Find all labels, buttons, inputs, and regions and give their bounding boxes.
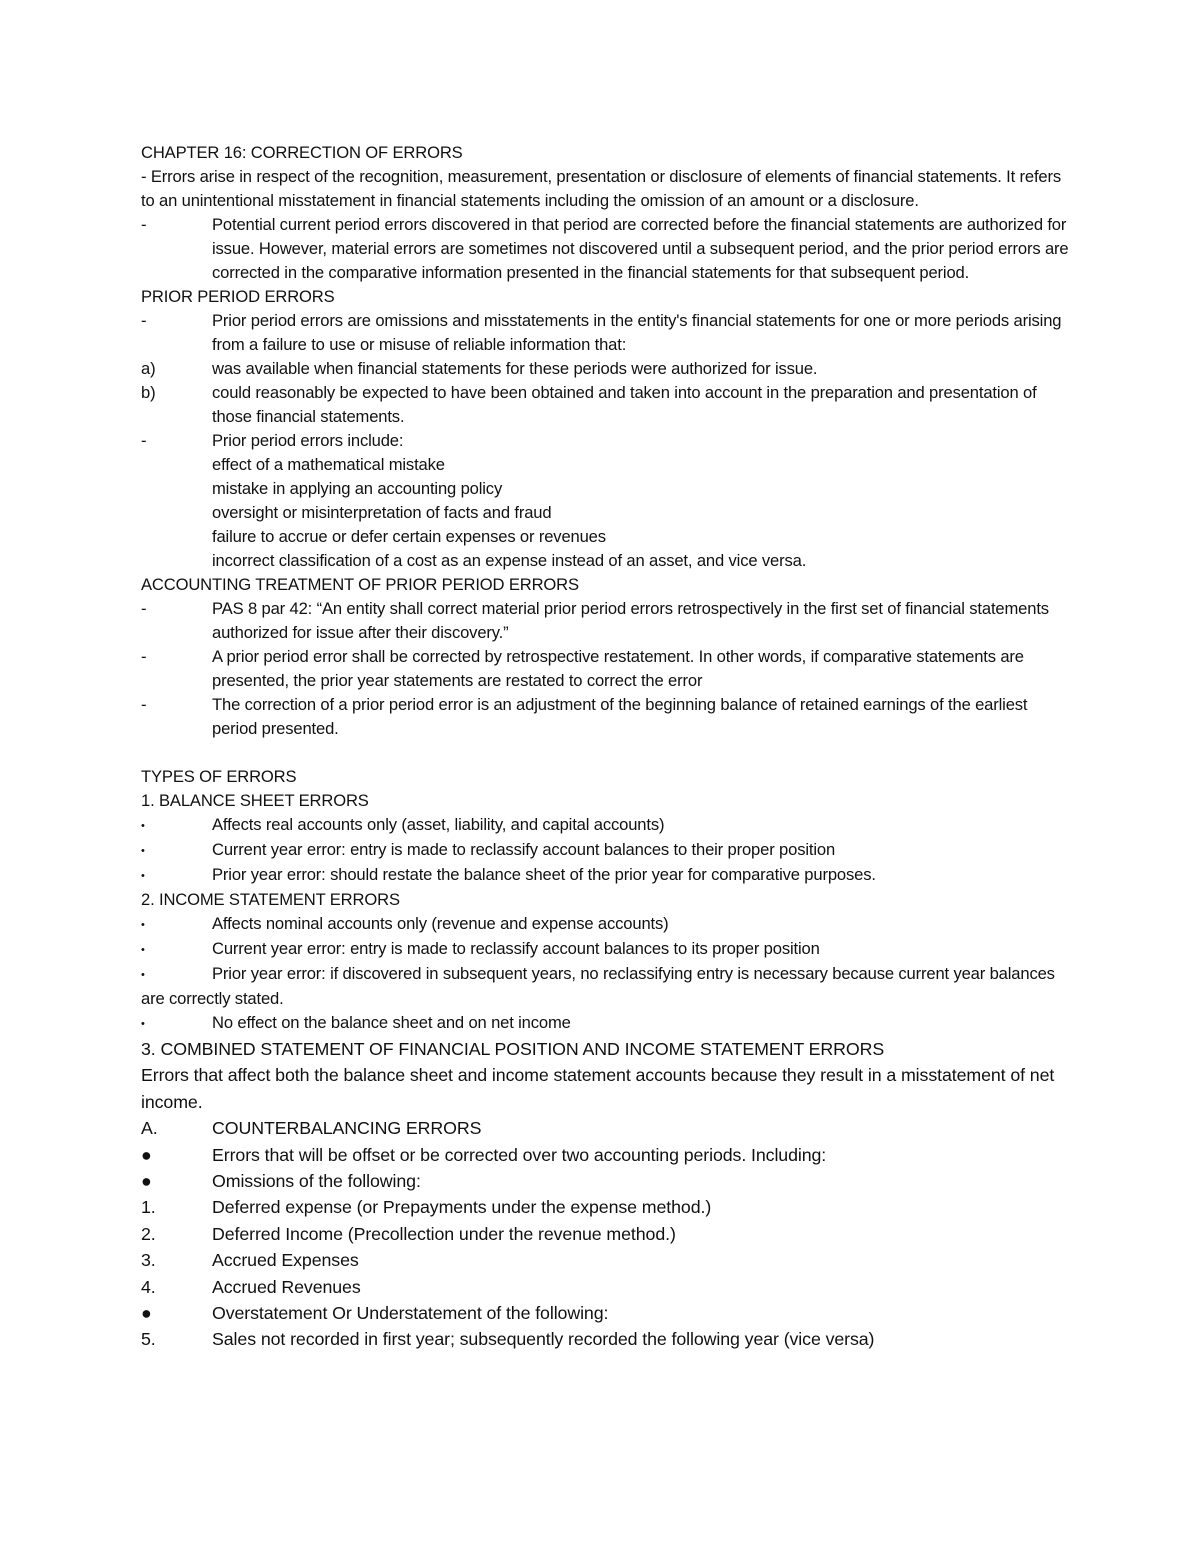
numbered-item-text: Accrued Expenses [212,1250,359,1271]
intro-item-text: Potential current period errors discovered in that period are corrected before the financial statements are authorized for issue. However, material errors are sometimes not discovered until a subsequent period, and the prior period errors are corrected in the comparative information presented in the financial statements for that subsequent period. [212,215,1069,282]
intro-paragraph: - Errors arise in respect of the recognition, measurement, presentation or disclosure of elements of financial statements. It refers to an unintentional misstatement in financial statements including the omission of an amount or a disclosure. [141,167,1062,210]
prior-includes-intro-text: Prior period errors include: [212,431,404,450]
blank-line [141,741,1071,765]
dash-marker: - [141,695,147,714]
balance-item-text: Current year error: entry is made to reclassify account balances to their proper position [212,840,836,859]
bullet-icon: • [141,1018,145,1030]
bullet-icon: ● [141,1144,152,1165]
balance-item [141,863,1071,888]
numbered-item-text: Sales not recorded in first year; subsequently recorded the following year (vice versa) [212,1329,875,1350]
numbered-item-text: Deferred Income (Precollection under the revenue method.) [212,1223,676,1244]
bullet-text: Overstatement Or Understatement of the following: [212,1303,609,1324]
numbered-item-text: Deferred expense (or Prepayments under the expense method.) [212,1197,712,1218]
include-item: failure to accrue or defer certain expenses or revenues [212,527,606,546]
prior-item-b-text: could reasonably be expected to have been obtained and taken into account in the preparation and presentation of those financial statements. [212,383,1037,426]
income-item-text: No effect on the balance sheet and on net income [212,1013,571,1032]
include-item: mistake in applying an accounting policy [212,479,503,498]
balance-item-text: Prior year error: should restate the balance sheet of the prior year for comparative purposes. [212,865,876,884]
income-item-wrapped [141,962,1071,1011]
income-item-text: Affects nominal accounts only (revenue and expense accounts) [212,914,669,933]
bullet-icon: • [141,969,145,981]
item-number: 4. [141,1276,156,1297]
numbered-item [141,1247,1071,1273]
intro-item [141,213,1071,285]
numbered-item [141,1274,1071,1300]
income-item-text: Current year error: entry is made to reclassify account balances to its proper position [212,939,820,958]
prior-includes-intro [141,429,1071,453]
bullet-icon: ● [141,1171,152,1192]
types-heading: TYPES OF ERRORS [141,767,297,786]
bullet-icon: • [141,845,145,857]
chapter-title: CHAPTER 16: CORRECTION OF ERRORS [141,143,463,162]
dash-marker: - [141,647,147,666]
counterbalancing-bullet [141,1142,1071,1168]
bullet-text: Errors that will be offset or be corrected over two accounting periods. Including: [212,1144,827,1165]
income-item [141,912,1071,937]
treatment-item [141,693,1071,741]
numbered-item [141,1221,1071,1247]
balance-sheet-heading: 1. BALANCE SHEET ERRORS [141,791,369,810]
dash-marker: - [141,599,147,618]
item-marker-a: a) [141,359,156,378]
treatment-heading: ACCOUNTING TREATMENT OF PRIOR PERIOD ERRORS [141,575,579,594]
bullet-icon: • [141,919,145,931]
dash-marker: - [141,311,147,330]
document-page [141,141,1071,1353]
item-number: 2. [141,1223,156,1244]
item-marker-b: b) [141,383,156,402]
item-number: 3. [141,1250,156,1271]
combined-intro: Errors that affect both the balance sheet and income statement accounts because they result in a misstatement of net income. [141,1065,1055,1112]
income-item [141,937,1071,962]
numbered-item-text: Accrued Revenues [212,1276,361,1297]
prior-item-a-text: was available when financial statements for these periods were authorized for issue. [212,359,818,378]
prior-item-a [141,357,1071,381]
counterbalancing-heading [141,1115,1071,1141]
counterbalancing-bullet [141,1300,1071,1326]
numbered-item [141,1194,1071,1220]
prior-definition [141,309,1071,357]
treatment-item [141,645,1071,693]
balance-item-text: Affects real accounts only (asset, liability, and capital accounts) [212,815,665,834]
item-number: 5. [141,1329,156,1350]
prior-definition-text: Prior period errors are omissions and misstatements in the entity's financial statements for one or more periods arising from a failure to use or misuse of reliable information that: [212,311,1062,354]
numbered-item [141,1326,1071,1352]
include-item: effect of a mathematical mistake [212,455,445,474]
income-item-text: Prior year error: if discovered in subsequent years, no reclassifying entry is necessary because current year balances are correctly stated. [141,964,1055,1008]
include-item: oversight or misinterpretation of facts and fraud [212,503,552,522]
balance-item [141,838,1071,863]
income-item [141,1011,1071,1036]
dash-marker: - [141,431,147,450]
bullet-icon: • [141,944,145,956]
section-marker-a: A. [141,1118,158,1139]
include-item: incorrect classification of a cost as an expense instead of an asset, and vice versa. [212,551,807,570]
dash-marker: - [141,215,147,234]
bullet-icon: • [141,870,145,882]
treatment-item-text: The correction of a prior period error is an adjustment of the beginning balance of retained earnings of the earliest period presented. [212,695,1028,738]
treatment-item [141,597,1071,645]
bullet-icon: • [141,820,145,832]
income-statement-heading: 2. INCOME STATEMENT ERRORS [141,890,400,909]
counterbalancing-title: COUNTERBALANCING ERRORS [212,1118,482,1139]
combined-heading: 3. COMBINED STATEMENT OF FINANCIAL POSITION AND INCOME STATEMENT ERRORS [141,1039,885,1059]
balance-item [141,813,1071,838]
prior-period-heading: PRIOR PERIOD ERRORS [141,287,335,306]
bullet-icon: ● [141,1303,152,1324]
treatment-item-text: A prior period error shall be corrected by retrospective restatement. In other words, if comparative statements are presented, the prior year statements are restated to correct the error [212,647,1024,690]
counterbalancing-bullet [141,1168,1071,1194]
prior-item-b [141,381,1071,429]
treatment-item-text: PAS 8 par 42: “An entity shall correct material prior period errors retrospectively in the first set of financial statements authorized for issue after their discovery.” [212,599,1049,642]
item-number: 1. [141,1197,156,1218]
bullet-text: Omissions of the following: [212,1171,421,1192]
